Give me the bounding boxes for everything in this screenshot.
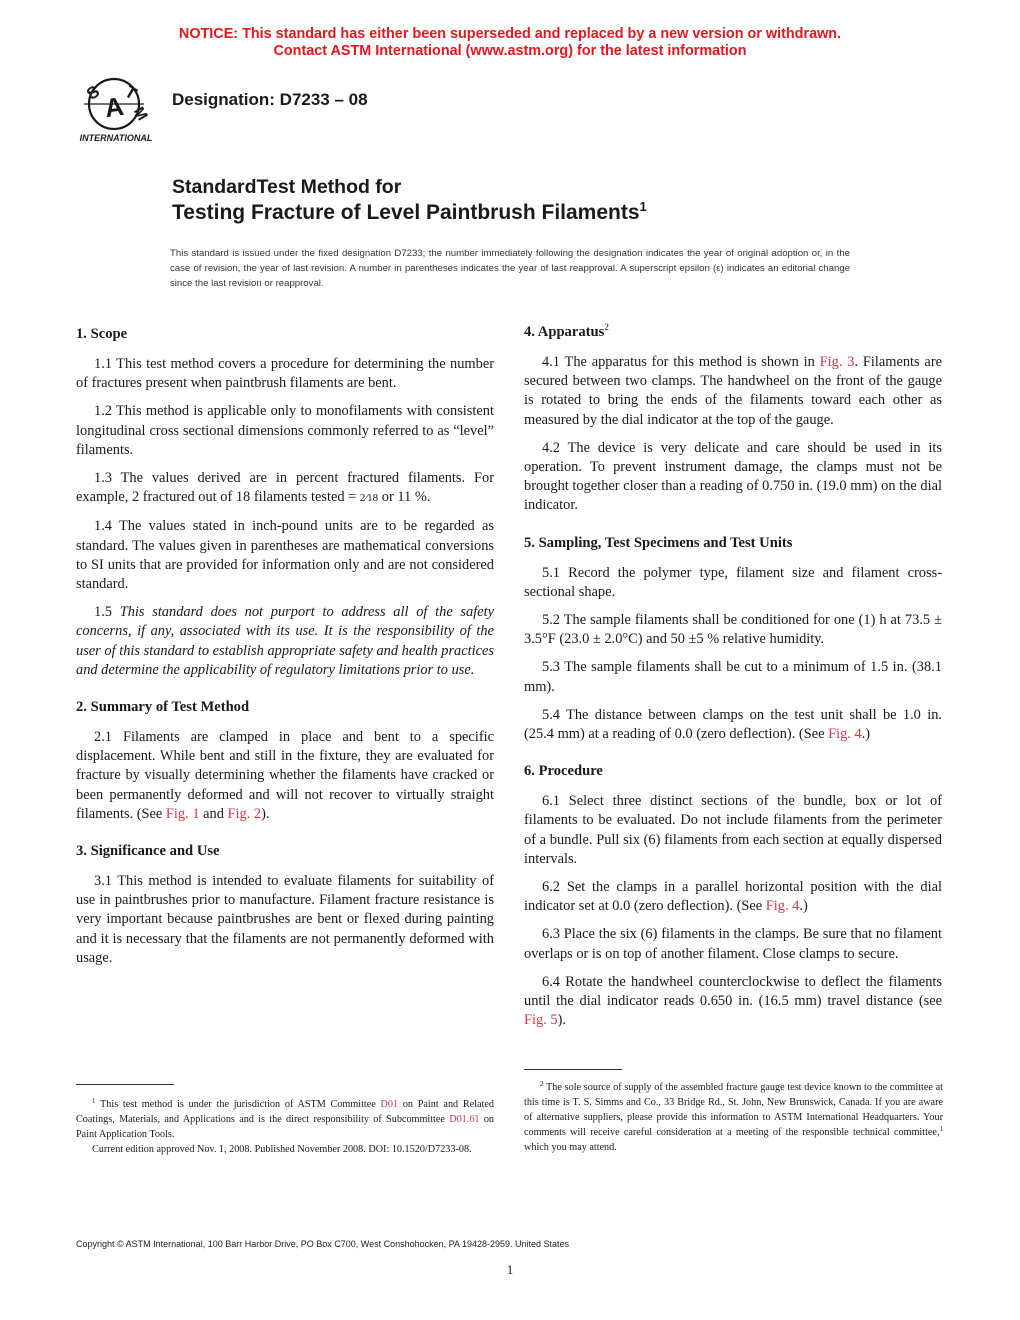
section-heading-sampling: 5. Sampling, Test Specimens and Test Units xyxy=(524,534,793,551)
paragraph-1-4: 1.4 The values stated in inch-pound units are to be regarded as standard. The values given in parentheses are mathematical conversions to SI units that are provided for information only and are not considered standard. xyxy=(76,518,494,593)
paragraph-6-1: 6.1 Select three distinct sections of the bundle, box or lot of filaments to be evaluated. Do not include filaments from the perimeter of a bundle. Pull six (6) filaments from each section at equally dispersed intervals. xyxy=(524,793,942,867)
footnote-2: $^2$ The sole source of supply of the assembled fracture gauge test device known to the committee at this time is T. S. Simms and Co., 33 Bridge Rd., St. John, New Brunswick, Canada. If you are aware of alternative suppliers, please provide this information to ASTM International Headquarters. Your comments will receive careful consideration at a meeting of the responsible technical committee,$^1$ which you may attend. xyxy=(524,1080,943,1153)
paragraph-5-1: 5.1 Record the polymer type, filament size and filament cross-sectional shape. xyxy=(524,564,942,600)
svg-text:T: T xyxy=(121,81,140,104)
paragraph-1-2: 1.2 This method is applicable only to monofilaments with consistent longitudinal cross sectional dimensions commonly referred to as “level” filaments. xyxy=(76,403,494,458)
paragraph-5-3: 5.3 The sample filaments shall be cut to a minimum of 1.5 in. (38.1 mm). xyxy=(524,659,942,695)
section-heading-apparatus: 4. Apparatus$^2$ xyxy=(524,323,610,340)
page-number: 1 xyxy=(506,1262,514,1277)
paragraph-4-2: 4.2 The device is very delicate and care should be used in its operation. To prevent instrument damage, the clamps must not be brought together closer than a reading of 0.750 in. (19.0 mm) on the dial indicator. xyxy=(524,439,942,514)
title-line-1: StandardTest Method for xyxy=(172,176,402,198)
paragraph-1-3: 1.3 The values derived are in percent fractured filaments. For example, 2 fractured out of 18 filaments tested = 2⁄18 or 11 %. xyxy=(76,470,494,506)
notice-line-1: NOTICE: This standard has either been superseded and replaced by a new version or withdrawn. xyxy=(178,26,842,42)
section-heading-summary: 2. Summary of Test Method xyxy=(76,699,250,716)
edition-note: Current edition approved Nov. 1, 2008. Published November 2008. DOI: 10.1520/D7233-08. xyxy=(92,1144,472,1155)
footnote-2-mark: 2 xyxy=(604,323,610,333)
fig-5-link[interactable]: Fig. 5 xyxy=(524,1012,558,1029)
paragraph-5-2: 5.2 The sample filaments shall be conditioned for one (1) h at 73.5 ± 3.5°F (23.0 ± 2.0°C) and 50 ±5 % relative humidity. xyxy=(524,612,942,648)
footnote-rule-left xyxy=(76,1084,174,1085)
fig-4-link[interactable]: Fig. 4 xyxy=(765,898,800,915)
paragraph-1-1: 1.1 This test method covers a procedure for determining the number of fractures present when paintbrush filaments are bent. xyxy=(76,356,494,392)
notice-line-2: Contact ASTM International (www.astm.org) for the latest information xyxy=(273,43,747,59)
left-column xyxy=(76,325,494,977)
fig-1-link[interactable]: Fig. 1 xyxy=(165,805,200,822)
paragraph-6-4: 6.4 Rotate the handwheel counterclockwise to deflect the filaments until the dial indicator reads 0.650 in. (16.5 mm) travel distance (see Fig. 5). xyxy=(524,973,942,1029)
astm-logo xyxy=(70,76,162,146)
safety-caveat: This standard does not purport to address all of the safety concerns, if any, associated with its use. It is the responsibility of the user of this standard to establish appropriate safety and health practices and determine the applicability of regulatory limitations prior to use. xyxy=(76,604,494,678)
footnote-rule-right xyxy=(524,1069,622,1070)
standard-preamble: This standard is issued under the fixed designation D7233; the number immediately following the designation indicates the year of original adoption or, in the case of revision, the year of last revision. A number in parentheses indicates the year of last reapproval. A superscript epsilon (ε) indicates an editorial change since the last revision or reapproval. xyxy=(170,248,850,289)
paragraph-6-3: 6.3 Place the six (6) filaments in the clamps. Be sure that no filament overlaps or is on top of another filament. Close clamps to secure. xyxy=(524,926,942,962)
fig-2-link[interactable]: Fig. 2 xyxy=(227,805,262,822)
paragraph-6-2: 6.2 Set the clamps in a parallel horizontal position with the dial indicator set at 0.0 (zero deflection). (See Fig. 4.) xyxy=(524,879,942,915)
document-title xyxy=(172,175,647,227)
paragraph-2-1: 2.1 Filaments are clamped in place and bent to a specific displacement. While bent and still in the fixture, they are evaluated for fracture by visually determining whether the filaments have cracked or been permanently deformed and will not recover to virtually straight filaments. (See Fig. 1 and Fig. 2). xyxy=(76,729,494,822)
section-heading-procedure: 6. Procedure xyxy=(524,763,603,780)
section-heading-scope: 1. Scope xyxy=(76,326,128,342)
title-line-2: Testing Fracture of Level Paintbrush Filaments$^1$ xyxy=(172,199,647,224)
svg-text:A: A xyxy=(102,90,126,124)
withdrawal-notice xyxy=(0,26,1020,60)
designation: Designation: D7233 – 08 xyxy=(172,90,368,109)
copyright-line: Copyright © ASTM International, 100 Barr Harbor Drive, PO Box C700, West Conshohocken, PA 19428-2959. United States xyxy=(76,1239,570,1249)
svg-text:M: M xyxy=(129,104,151,124)
section-heading-significance: 3. Significance and Use xyxy=(76,843,220,860)
committee-d01-link[interactable]: D01 xyxy=(380,1099,399,1110)
fraction: 2⁄18 xyxy=(359,492,379,505)
footnote-1: $^1$ This test method is under the jurisdiction of ASTM Committee D01 on Paint and Related Coatings, Materials, and Applications and is the direct responsibility of Subcommittee D01.61 on Paint Application Tools. Current edition approved Nov. 1, 2008. Published November 2008. DOI: 10.1520/D7233-08. xyxy=(76,1097,495,1155)
title-footnote-mark: 1 xyxy=(639,199,647,214)
paragraph-1-5: 1.5 This standard does not purport to address all of the safety concerns, if any, associated with its use. It is the responsibility of the user of this standard to establish appropriate safety and health practices and determine the applicability of regulatory limitations prior to use. xyxy=(76,604,494,678)
right-column xyxy=(524,323,942,1039)
paragraph-5-4: 5.4 The distance between clamps on the test unit shall be 1.0 in. (25.4 mm) at a reading of 0.0 (zero deflection). (See Fig. 4.) xyxy=(524,706,942,743)
fig-3-link[interactable]: Fig. 3 xyxy=(819,354,855,370)
fig-4-link[interactable]: Fig. 4 xyxy=(828,726,862,743)
subcommittee-d01-61-link[interactable]: D01.61 xyxy=(449,1114,480,1125)
svg-text:INTERNATIONAL: INTERNATIONAL xyxy=(79,133,153,143)
paragraph-4-1: 4.1 The apparatus for this method is shown in Fig. 3. Filaments are secured between two clamps. The handwheel on the front of the gauge is rotated to bring the ends of the filaments toward each other as measured by the dial indicator at the top of the gauge. xyxy=(524,354,942,428)
svg-text:S: S xyxy=(83,81,104,104)
paragraph-3-1: 3.1 This method is intended to evaluate filaments for suitability of use in paintbrushes prior to manufacture. Filament fracture resistance is very important because paintbrushes are bent or flexed during painting and it is necessary that the filaments are not permanently deformed with usage. xyxy=(76,873,494,966)
